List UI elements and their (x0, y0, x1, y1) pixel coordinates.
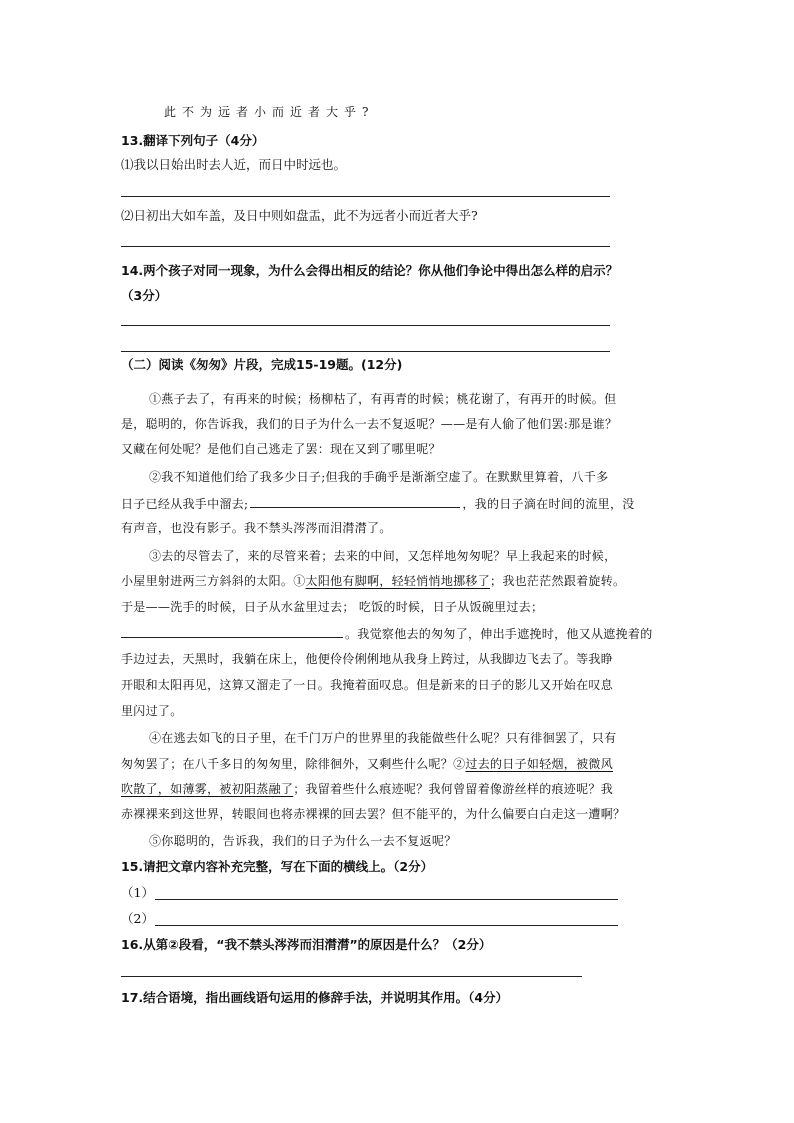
passage-p4-line-1: ④在逃去如飞的日子里，在千门万户的世界里的我能做些什么呢？只有徘徊罢了，只有 (149, 731, 617, 745)
question-15-title: 15.请把文章内容补充完整，写在下面的横线上。（2分） (121, 859, 434, 874)
question-13-sentence-2: ⑵日初出大如车盖，及日中则如盘盂，此不为远者小而近者大乎? (121, 208, 478, 223)
passage-p2-line-3: 有声音，也没有影子。我不禁头涔涔而泪潸潸了。 (121, 521, 392, 535)
answer-line-14-2[interactable] (121, 351, 610, 352)
answer-line-15-1[interactable] (155, 899, 618, 900)
passage-p1-line-3: 又藏在何处呢？是他们自己逃走了罢：现在又到了哪里呢？ (121, 442, 441, 456)
question-13-sentence-1: ⑴我以日始出时去人近，而日中时远也。 (121, 157, 347, 172)
passage-p5-line-1: ⑤你聪明的，告诉我，我们的日子为什么一去不复返呢？ (149, 834, 457, 848)
section-2-heading: （二）阅读《匆匆》片段，完成15-19题。(12分) (121, 357, 403, 372)
passage-p4-line-2 (121, 756, 613, 772)
passage-p3-line-4-end: 。我觉察他去的匆匆了，伸出手遮挽时，他又从遮挽着的 (345, 627, 653, 641)
passage-p3-line-6: 开眼和太阳再见，这算又溜走了一日。我掩着面叹息。但是新来的日子的影儿又开始在叹息 (121, 678, 614, 692)
passage-p3-line-1: ③去的尽管去了，来的尽管来着；去来的中间，又怎样地匆匆呢？早上我起来的时候， (149, 549, 617, 563)
passage-p4-line-4: 赤裸裸来到这世界，转眼间也将赤裸裸的回去罢？但不能平的，为什么偏要白白走这一遭啊？ (121, 807, 626, 821)
passage-p3-line-2 (121, 573, 625, 589)
passage-p4-line-3 (121, 781, 613, 797)
question-14-title: 14.两个孩子对同一现象，为什么会得出相反的结论？你从他们争论中得出怎么样的启示？ (121, 263, 619, 278)
passage-p4-line-2-start: 匆匆罢了；在八千多日的匆匆里，除徘徊外，又剩些什么呢？② (121, 757, 466, 771)
passage-p1-line-2: 是，聪明的，你告诉我，我们的日子为什么一去不复返呢？——是有人偷了他们罢:那是谁？ (121, 417, 618, 431)
passage-p3-line-3: 于是——洗手的时候，日子从水盆里过去； 吃饭的时候，日子从饭碗里过去； (121, 600, 544, 614)
fill-blank-1[interactable] (250, 495, 460, 508)
question-16-title: 16.从第②段看，“我不禁头涔涔而泪潸潸”的原因是什么？（2分） (121, 937, 492, 952)
passage-p2-line-2 (121, 495, 635, 512)
underlined-sentence-1: 太阳他有脚啊，轻轻悄悄地挪移了 (305, 574, 491, 588)
passage-p2-line-1: ②我不知道他们给了我多少日子;但我的手确乎是渐渐空虚了。在默默里算着，八千多 (149, 470, 609, 484)
answer-line-16[interactable] (121, 976, 582, 977)
passage-p2-line-2-end: ，我的日子滴在时间的流里，没 (462, 497, 635, 511)
underlined-sentence-2-part-1: 过去的日子如轻烟，被微风 (465, 757, 614, 771)
passage-p3-line-2-end: ；我也茫茫然跟着旋转。 (490, 574, 626, 588)
passage-p4-line-3-end: ；我留着些什么痕迹呢？我何曾留着像游丝样的痕迹呢？我 (293, 782, 614, 796)
question-13-title: 13.翻译下列句子（4分） (121, 133, 265, 148)
answer-line-13-2[interactable] (121, 246, 610, 247)
question-14-points: （3分） (121, 288, 168, 303)
quoted-sentence-line: 此不为远者小而近者大乎? (164, 105, 375, 119)
passage-p3-line-7: 里闪过了。 (121, 704, 183, 718)
passage-p1-line-1: ①燕子去了，有再来的时候；杨柳枯了，有再青的时候；桃花谢了，有再开的时候。但 (149, 392, 617, 406)
passage-p3-line-4 (121, 625, 653, 642)
question-15-blank-label-1: （1） (121, 885, 154, 900)
fill-blank-2[interactable] (121, 625, 343, 638)
answer-line-13-1[interactable] (121, 196, 610, 197)
passage-p3-line-5: 手边过去，天黑时，我躺在床上，他便伶伶俐俐地从我身上跨过，从我脚边飞去了。等我睁 (121, 652, 614, 666)
underlined-sentence-2-part-2: 吹散了，如薄雾，被初阳蒸融了 (121, 782, 294, 796)
answer-line-15-2[interactable] (155, 925, 618, 926)
answer-line-14-1[interactable] (121, 325, 610, 326)
passage-p2-line-2-start: 日子已经从我手中溜去; (121, 497, 249, 511)
question-17-title: 17.结合语境，指出画线语句运用的修辞手法，并说明其作用。（4分） (121, 990, 509, 1005)
passage-p3-line-2-start: 小屋里射进两三方斜斜的太阳。① (121, 574, 306, 588)
question-15-blank-label-2: （2） (121, 911, 154, 926)
